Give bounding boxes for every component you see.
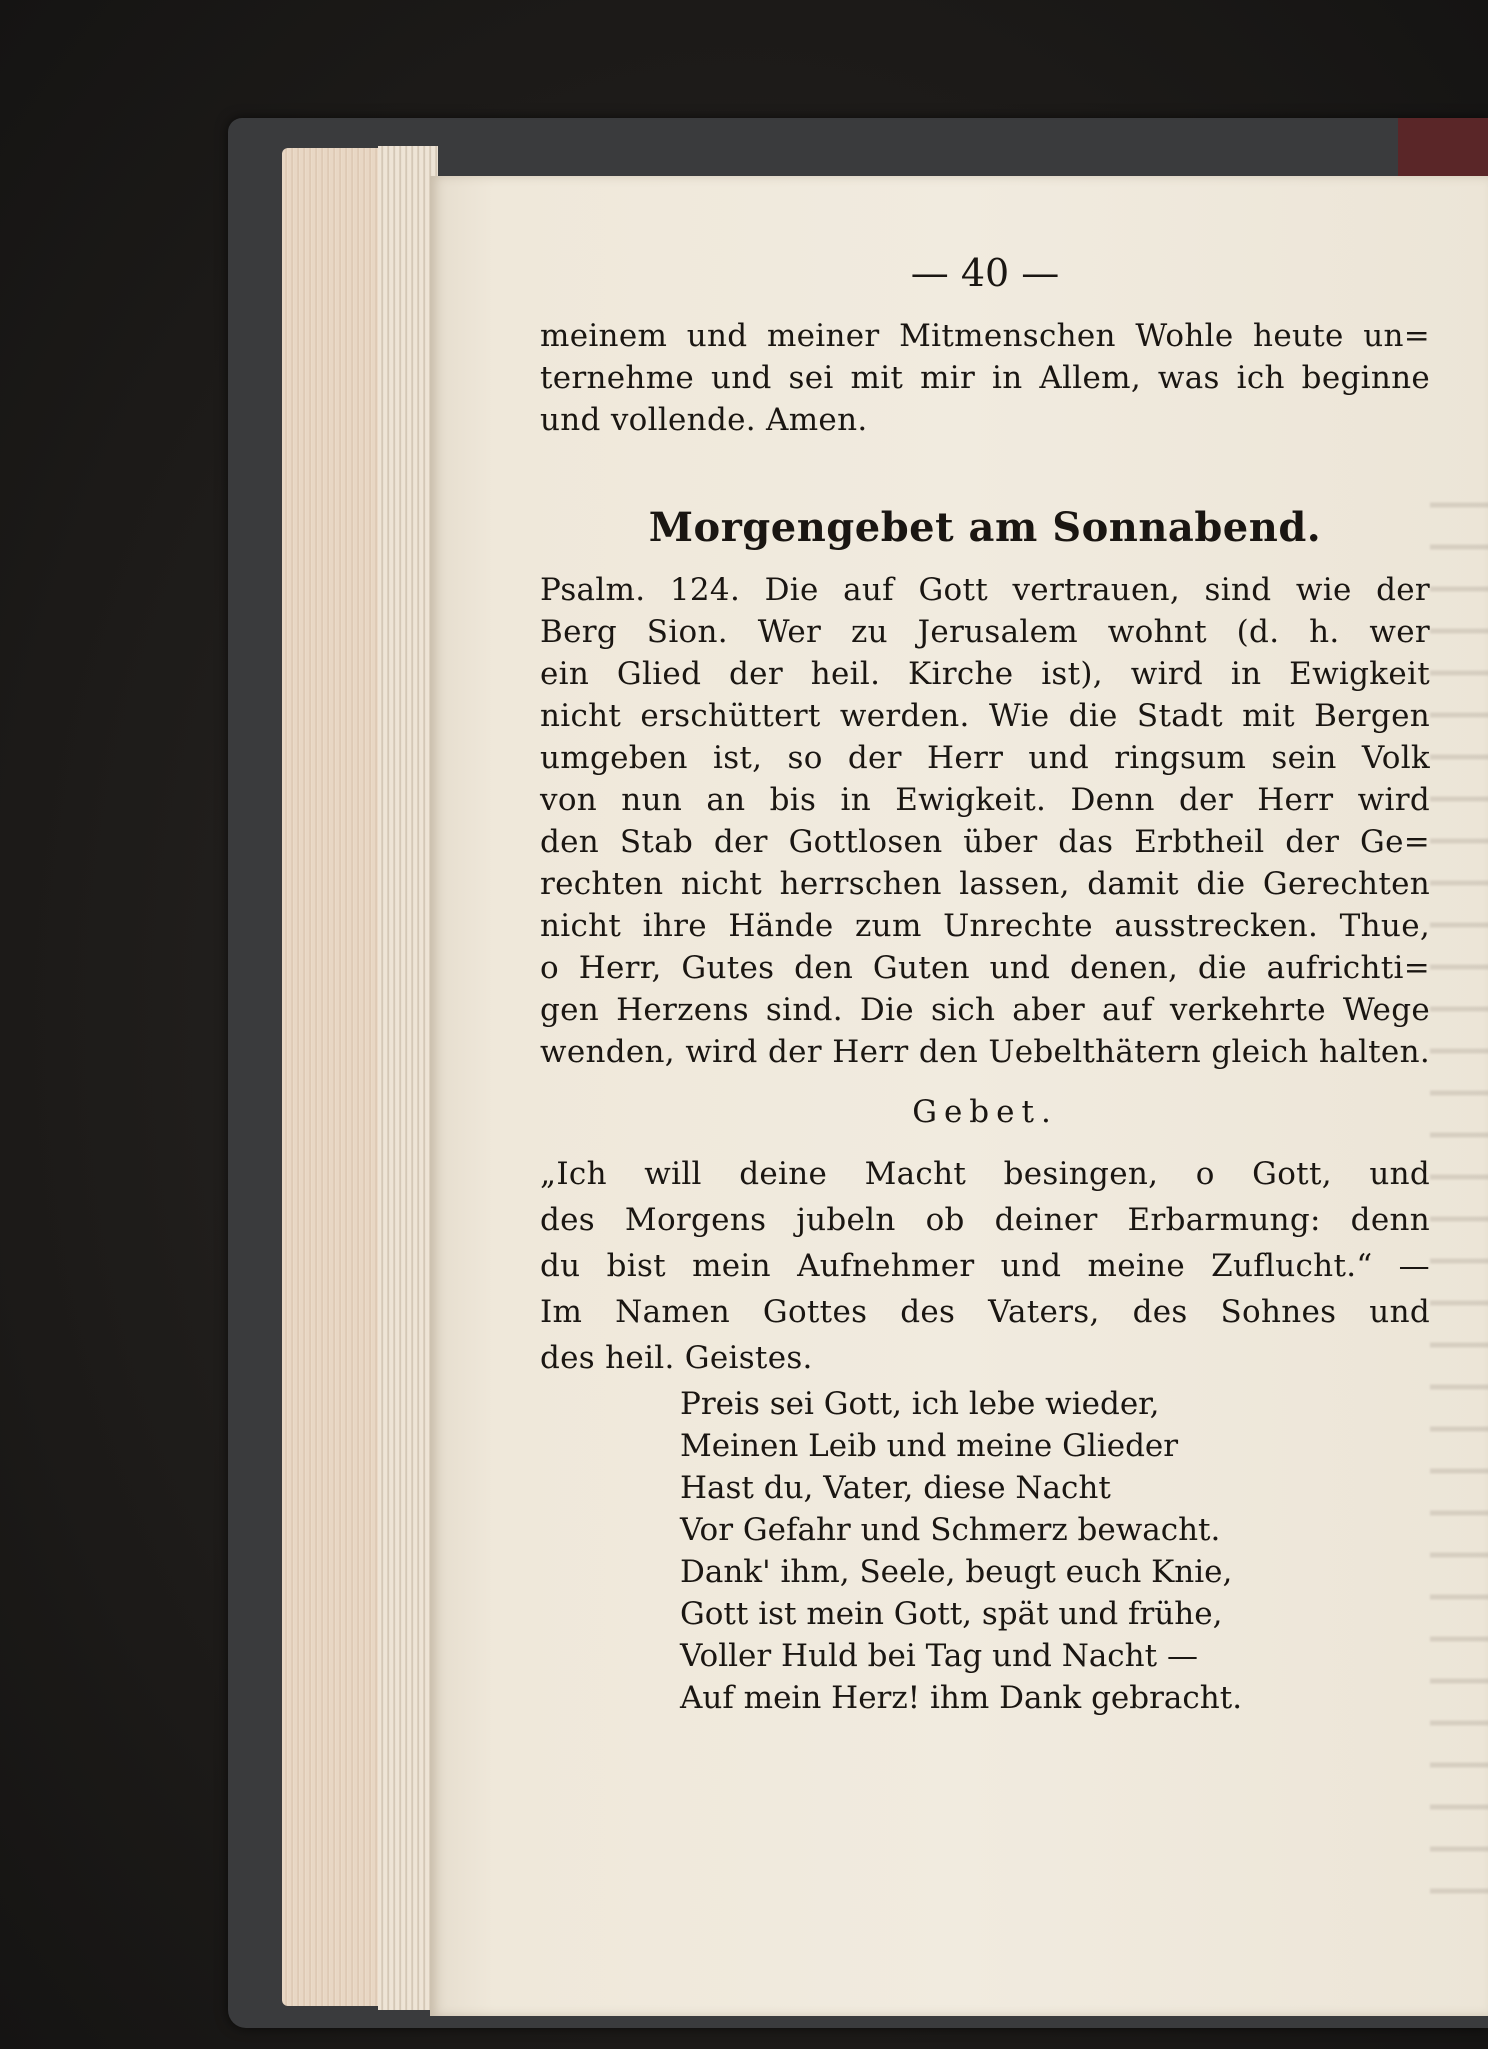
- psalm-line: o Herr, Gutes den Guten und denen, die aufrichti=: [540, 950, 1430, 986]
- psalm-line: gen Herzens sind. Die sich aber auf verkehrte Wege: [540, 992, 1430, 1028]
- verse-line: Meinen Leib und meine Glieder: [680, 1428, 1179, 1464]
- show-through-text: [1430, 476, 1488, 1926]
- psalm-line: ein Glied der heil. Kirche ist), wird in Ewigkeit: [540, 656, 1430, 692]
- prayer-line: des heil. Geistes.: [540, 1340, 813, 1376]
- verse-line: Gott ist mein Gott, spät und frühe,: [680, 1596, 1223, 1632]
- psalm-line: nicht ihre Hände zum Unrechte ausstrecken. Thue,: [540, 908, 1430, 944]
- psalm-line: Berg Sion. Wer zu Jerusalem wohnt (d. h. wer: [540, 614, 1430, 650]
- prayer-line: du bist mein Aufnehmer und meine Zuflucht.“ —: [540, 1248, 1430, 1284]
- verse-line: Dank' ihm, Seele, beugt euch Knie,: [680, 1554, 1233, 1590]
- prayer-line: „Ich will deine Macht besingen, o Gott, und: [540, 1156, 1430, 1192]
- section-heading: Morgengebet am Sonnabend.: [648, 504, 1322, 551]
- page-stack-edge: [378, 146, 438, 2010]
- verse-line: Hast du, Vater, diese Nacht: [680, 1470, 1111, 1506]
- prayer-line: des Morgens jubeln ob deiner Erbarmung: denn: [540, 1202, 1430, 1238]
- verse-line: Voller Huld bei Tag und Nacht —: [680, 1638, 1198, 1674]
- intro-line: und vollende. Amen.: [540, 402, 868, 438]
- psalm-line: wenden, wird der Herr den Uebelthätern gleich halten.: [540, 1034, 1430, 1070]
- verse-line: Preis sei Gott, ich lebe wieder,: [680, 1386, 1160, 1422]
- verse-line: Auf mein Herz! ihm Dank gebracht.: [680, 1680, 1243, 1716]
- intro-line: ternehme und sei mit mir in Allem, was ich beginne: [540, 360, 1430, 396]
- verse-line: Vor Gefahr und Schmerz bewacht.: [680, 1512, 1221, 1548]
- psalm-line: umgeben ist, so der Herr und ringsum sein Volk: [540, 740, 1430, 776]
- psalm-line: von nun an bis in Ewigkeit. Denn der Herr wird: [540, 782, 1430, 818]
- gebet-title: Gebet.: [912, 1094, 1058, 1130]
- prayer-line: Im Namen Gottes des Vaters, des Sohnes und: [540, 1294, 1430, 1330]
- psalm-line: nicht erschüttert werden. Wie die Stadt mit Bergen: [540, 698, 1430, 734]
- left-page-edges: [282, 148, 392, 2006]
- psalm-line: rechten nicht herrschen lassen, damit die Gerechten: [540, 866, 1430, 902]
- psalm-line: Psalm. 124. Die auf Gott vertrauen, sind wie der: [540, 572, 1430, 608]
- page-number: — 40 —: [910, 251, 1060, 295]
- intro-line: meinem und meiner Mitmenschen Wohle heute un=: [540, 318, 1430, 354]
- psalm-line: den Stab der Gottlosen über das Erbtheil der Ge=: [540, 824, 1430, 860]
